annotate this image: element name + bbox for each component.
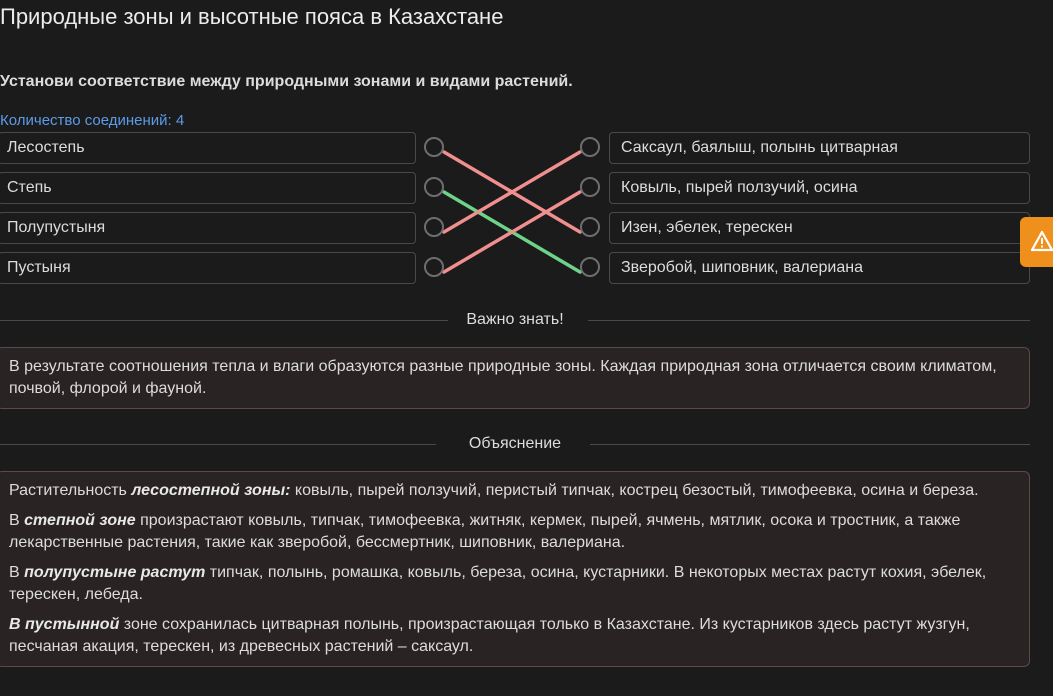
warning-triangle-icon [1030,230,1053,252]
explanation-paragraph-2 [9,510,1019,554]
text: типчак, полынь, ромашка, ковыль, береза, осина, кустарники. В некоторых местах растут кохия, эбелек, терескен, лебеда. [9,564,987,603]
explanation-panel [0,471,1030,667]
text: В [9,564,25,581]
emphasis: полупустыне растут [24,564,206,581]
emphasis: степной зоне [24,512,136,529]
important-text: В результате соотношения тепла и влаги образуются разные природные зоны. Каждая природная зона отличается своим климатом, почвой, флорой и фауной. [9,358,997,397]
left-connector-2[interactable] [424,177,444,197]
explanation-divider [0,434,1030,454]
explanation-heading: Объяснение [468,435,562,452]
important-divider [0,310,1030,330]
explanation-paragraph-3 [9,562,1019,606]
page-title: Природные зоны и высотные пояса в Казахстане [0,4,504,29]
connection-line-1 [444,152,580,232]
emphasis: лесостепной зоны: [131,482,291,499]
left-item-steppe[interactable]: Степь [0,172,416,204]
task-instruction: Установи соответствие между природными зонами и видами растений. [0,73,573,90]
text: зоне сохранилась цитварная полынь, произрастающая только в Казахстане. Из кустарников здесь растут жузгун, песчаная акация, терескен, из древесных растений – саксаул. [9,616,970,655]
connection-line-3 [444,152,580,232]
important-heading: Важно знать! [466,311,564,328]
text: В [9,512,25,529]
text: произрастают ковыль, типчак, тимофеевка, житняк, кермек, пырей, ячмень, мятлик, осока и тростник, а также лекарственные растения, такие как зверобой, бессмертник, шиповник, валериана. [9,512,961,551]
text: Растительность [9,482,132,499]
text: ковыль, пырей ползучий, перистый типчак, кострец безостый, тимофеевка, осина и береза. [290,482,979,499]
connection-count: Количество соединений: 4 [0,112,185,129]
right-connector-2[interactable] [580,177,600,197]
left-item-desert[interactable]: Пустыня [0,252,416,284]
connection-line-4 [444,192,580,272]
left-connector-4[interactable] [424,257,444,277]
left-item-forest-steppe[interactable]: Лесостепь [0,132,416,164]
right-item-1[interactable]: Саксаул, баялыш, полынь цитварная [609,132,1030,164]
emphasis: В пустынной [9,616,120,633]
explanation-paragraph-1 [9,480,1019,502]
right-item-4[interactable]: Зверобой, шиповник, валериана [609,252,1030,284]
left-item-semi-desert[interactable]: Полупустыня [0,212,416,244]
report-problem-button[interactable] [1020,217,1053,267]
connection-line-2 [444,192,580,272]
right-connector-1[interactable] [580,137,600,157]
right-item-3[interactable]: Изен, эбелек, терескен [609,212,1030,244]
right-item-2[interactable]: Ковыль, пырей ползучий, осина [609,172,1030,204]
right-connector-4[interactable] [580,257,600,277]
left-connector-1[interactable] [424,137,444,157]
important-panel [0,347,1030,409]
explanation-paragraph-4 [9,614,1019,658]
right-connector-3[interactable] [580,217,600,237]
left-connector-3[interactable] [424,217,444,237]
